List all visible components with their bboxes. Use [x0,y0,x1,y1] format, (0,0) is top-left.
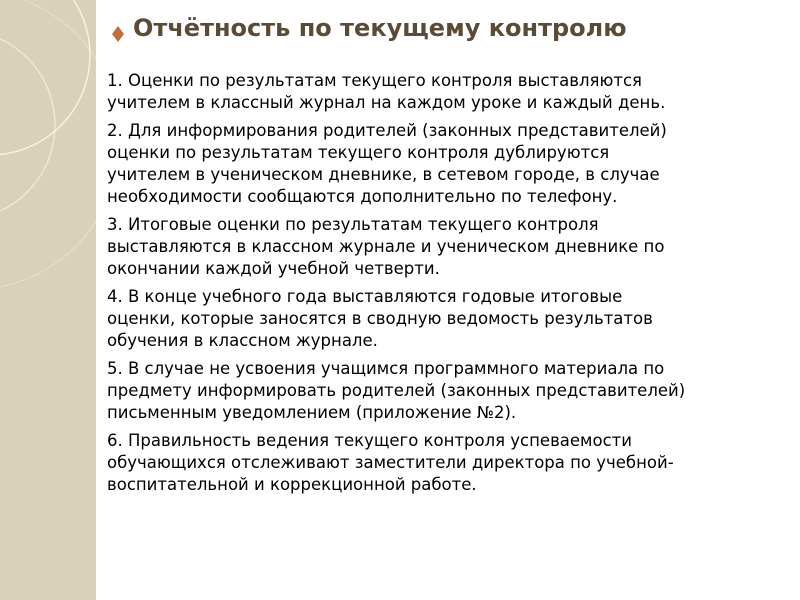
list-item: 4. В конце учебного года выставляются годовые итоговые оценки, которые заносятся в сводную ведомость результатов обучения в классном журнале. [107,287,653,350]
list-item: 1. Оценки по результатам текущего контроля выставляются учителем в классный журнал на каждом уроке и каждый день. [107,71,666,112]
list-item: 2. Для информирования родителей (законных представителей) оценки по результатам текущего контроля дублируются учителем в ученическом дневнике, в сетевом городе, в случае необходимости сообщаются дополнительно по телефону. [107,121,667,206]
slide-title: Отчётность по текущему контролю [133,14,627,42]
list-item: 6. Правильность ведения текущего контроля успеваемости обучающихся отслеживают заместители директора по учебной- воспитательной и коррекционной работе. [107,431,674,494]
decorative-sidebar [0,0,96,600]
list-item: 3. Итоговые оценки по результатам текущего контроля выставляются в классном журнале и ученическом дневнике по окончании каждой учебной четверти. [107,215,665,278]
list-item: 5. В случае не усвоения учащимся программного материала по предмету информировать родителей (законных представителей) письменным уведомлением (приложение №2). [107,359,686,422]
decorative-circles [0,0,96,600]
title-bullet-icon [112,26,124,42]
content-list [107,70,787,502]
